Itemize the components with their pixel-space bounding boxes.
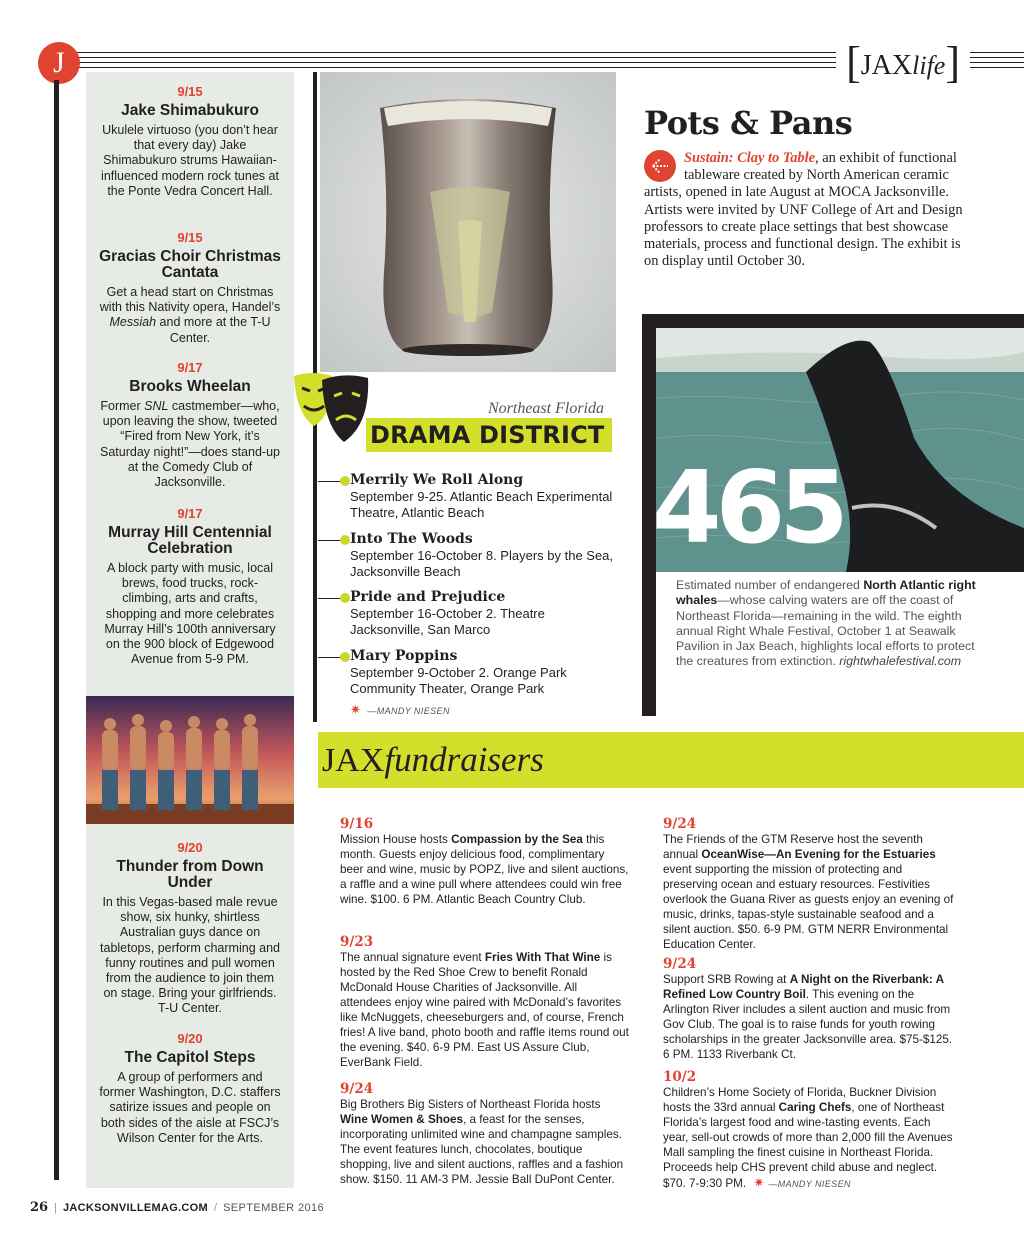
- event-date: 9/15: [177, 84, 203, 99]
- fundraiser-text: [663, 1085, 959, 1192]
- thunder-from-down-under-photo: [86, 696, 294, 824]
- credit-text: —MANDY NIESEN: [367, 706, 450, 716]
- star-icon: ✷: [350, 702, 362, 717]
- section-prefix: JAX: [860, 50, 913, 81]
- fundraiser-text: [663, 972, 959, 1062]
- exhibit-description: , an exhibit of functional tableware created by North American ceramic artists, opened in late August at MOCA Jacksonville. Artists were invited by UNF College of Art and Design professors to create place settings that best showcase materials, process and functional design. The exhibit is on display until October 30.: [644, 150, 963, 270]
- text-part: . This evening on the Arlington River includes a silent auction and music from Gov Club. The goal is to raise funds for youth rowing scholarships in the greater Jacksonville area. $75-$125. 6 PM. 1133 Riverbank Ct.: [663, 988, 953, 1061]
- footer-site[interactable]: JACKSONVILLEMAG.COM: [62, 1202, 208, 1214]
- fundraiser-text: [663, 832, 959, 952]
- title-prefix: JAX: [322, 742, 385, 779]
- fundraiser-text: [340, 1097, 630, 1187]
- show-info: September 16-October 8. Players by the Sea, Jacksonville Beach: [350, 548, 614, 580]
- fundraiser-date: 10/2: [663, 1069, 697, 1085]
- text-part: this month. Guests enjoy delicious food, complimentary beer and wine, music by POPZ, live and silent auctions, a raffle and a wine pull where attendees could win free wine. $100. 6 PM. Atlantic Beach Country Club.: [340, 833, 629, 906]
- event-desc: [86, 399, 294, 490]
- pots-and-pans-body: [644, 150, 974, 270]
- star-icon: ✷: [753, 1175, 765, 1190]
- desc-italic: Messiah: [109, 315, 157, 330]
- fundraiser-date: 9/16: [340, 816, 374, 832]
- event-murray-hill: [86, 506, 294, 667]
- event-name: Wine Women & Shoes: [340, 1113, 464, 1126]
- event-capitol-steps: [86, 1031, 294, 1146]
- text-part: The annual signature event: [340, 951, 485, 964]
- title-suffix: fundraisers: [384, 740, 544, 779]
- show-name: Mary Poppins: [350, 648, 458, 664]
- bracket-right: ]: [945, 38, 960, 87]
- text-part: , one of Northeast Florida’s largest food and wine-tasting events. Each year, sell-out crowds of more than 2,000 fill the Avenues Mall sampling the finest cuisine in Northeast Florida. Proceeds help CHS prevent child abuse and neglect. $70. 7-9:30 PM.: [663, 1101, 953, 1190]
- show-item: [340, 648, 620, 698]
- desc-part: Former: [100, 399, 145, 413]
- footer-issue: SEPTEMBER 2016: [223, 1202, 325, 1214]
- fundraisers-title: [322, 736, 544, 785]
- whale-caption: [656, 572, 1024, 716]
- event-name: Fries With That Wine: [484, 951, 601, 964]
- event-title: The Capitol Steps: [124, 1049, 256, 1066]
- event-desc: In this Vegas-based male revue show, six hunky, shirtless Australian guys dance on tabletops, perform charming and funny routines and pull women from the audience to join them on stage. Bring your girlfriends. T-U Center.: [100, 895, 280, 1016]
- exhibit-name: Sustain: Clay to Table: [684, 150, 816, 166]
- text-part: , a feast for the senses, incorporating unlimited wine and champagne samples. The event features lunch, chocolates, boutique shopping, live and silent auctions, raffles and a fashion show. $150. 11 AM-3 PM. Jessie Ball DuPont Center.: [340, 1113, 624, 1186]
- bullet-dot-icon: [340, 652, 350, 662]
- text-part: The Friends of the GTM Reserve host the seventh annual: [663, 833, 923, 861]
- event-date: 9/20: [177, 1031, 203, 1046]
- page-number: 26: [30, 1200, 49, 1215]
- fundraiser-date: 9/23: [340, 934, 374, 950]
- event-title: Jake Shimabukuro: [121, 102, 259, 119]
- section-suffix: life: [912, 51, 946, 80]
- fundraiser-item: [340, 816, 630, 907]
- desc-part: Get a head start on Christmas with this Nativity opera, Handel’s: [99, 285, 281, 315]
- text-part: Support SRB Rowing at: [663, 973, 790, 986]
- event-name: Caring Chefs: [778, 1101, 852, 1114]
- section-badge: J: [38, 42, 80, 84]
- desc-italic: SNL: [144, 399, 169, 413]
- connector-line: [318, 598, 342, 599]
- show-name: Merrily We Roll Along: [350, 472, 524, 488]
- text-part: Children’s Home Society of Florida, Buckner Division hosts the 33rd annual: [663, 1086, 937, 1114]
- theater-masks-icon: [292, 368, 372, 458]
- bullet-dot-icon: [340, 476, 350, 486]
- festival-link[interactable]: rightwhalefestival.com: [839, 654, 962, 669]
- connector-line: [318, 540, 342, 541]
- show-item: [340, 589, 620, 639]
- event-date: 9/17: [177, 360, 203, 375]
- fundraiser-item: [340, 934, 630, 1070]
- bullet-dot-icon: [340, 593, 350, 603]
- drama-district-title: DRAMA DISTRICT: [370, 421, 605, 449]
- text-part: Big Brothers Big Sisters of Northeast Florida hosts: [340, 1098, 601, 1111]
- show-info: September 9-October 2. Orange Park Community Theater, Orange Park: [350, 665, 567, 697]
- event-name: A Night on the Riverbank: A Refined Low Country Boil: [663, 973, 944, 1001]
- bracket-left: [: [846, 38, 861, 87]
- show-item: [340, 531, 620, 581]
- page-footer: [30, 1200, 324, 1215]
- show-name: Pride and Prejudice: [350, 589, 506, 605]
- fundraiser-item: [663, 956, 959, 1062]
- fundraiser-date: 9/24: [663, 956, 697, 972]
- fundraiser-item: [663, 1069, 959, 1192]
- event-date: 9/20: [177, 840, 203, 855]
- fundraiser-item: [340, 1081, 630, 1187]
- caption-part: Estimated number of endangered: [676, 578, 864, 592]
- fundraiser-date: 9/24: [340, 1081, 374, 1097]
- event-gracias-choir: [86, 230, 294, 346]
- connector-line: [318, 657, 342, 658]
- event-title: Thunder from Down Under: [116, 858, 264, 891]
- event-date: 9/17: [177, 506, 203, 521]
- event-brooks-wheelan: [86, 360, 294, 490]
- event-name: OceanWise—An Evening for the Estuaries: [701, 848, 936, 861]
- drama-credit: [350, 702, 450, 718]
- event-date: 9/15: [177, 230, 203, 245]
- event-desc: [86, 285, 294, 346]
- show-info: September 9-25. Atlantic Beach Experimental Theatre, Atlantic Beach: [350, 489, 613, 521]
- event-desc: A block party with music, local brews, food trucks, rock-climbing, arts and crafts, shopping and more celebrates Murray Hill’s 100th anniversary on the 900 block of Edgewood Avenue from 5-9 PM.: [104, 561, 276, 667]
- event-desc: Ukulele virtuoso (you don’t hear that every day) Jake Shimabukuro strums Hawaiian-influenced modern rock tunes at the Ponte Vedra Concert Hall.: [101, 123, 279, 198]
- bullet-dot-icon: [340, 535, 350, 545]
- desc-part: and more at the T-U Center.: [156, 315, 271, 345]
- caption-bold: North Atlantic right whales: [676, 578, 976, 608]
- footer-divider: |: [54, 1202, 57, 1214]
- text-part: event supporting the mission of protecting and preserving ocean and estuary resources. Festivities overlook the Guana River as guests enjoy an evening of music, drinks, tapas-style sustainable seafood and a silent auction. $50. 6-9 PM. GTM NERR Environmental Education Center.: [663, 863, 954, 951]
- event-title: Murray Hill Centennial Celebration: [108, 524, 272, 557]
- ceramic-vase-photo: [320, 72, 616, 372]
- section-label: [836, 36, 970, 87]
- drama-district-subtitle: Northeast Florida: [487, 400, 604, 417]
- event-jake-shimabukuro: [86, 84, 294, 199]
- whale-count: 465: [652, 449, 843, 566]
- event-name: Compassion by the Sea: [451, 833, 583, 846]
- show-name: Into The Woods: [350, 531, 473, 547]
- pots-and-pans-title: Pots & Pans: [644, 104, 853, 142]
- fundraiser-text: [340, 832, 630, 907]
- event-title: Brooks Wheelan: [129, 378, 251, 395]
- event-desc: A group of performers and former Washington, D.C. staffers satirize issues and people on both sides of the aisle at FSCJ’s Wilson Center for the Arts.: [99, 1070, 281, 1145]
- fundraiser-text: [340, 950, 630, 1070]
- show-info: September 16-October 2. Theatre Jacksonville, San Marco: [350, 606, 545, 638]
- caption-part: —whose calving waters are off the coast of Northeast Florida—remaining in the wild. The eighth annual Right Whale Festival, October 1 at Seawalk Pavilion in Jax Beach, highlights local efforts to protect the creatures from extinction.: [676, 593, 975, 669]
- connector-line: [318, 481, 342, 482]
- fundraiser-date: 9/24: [663, 816, 697, 832]
- fundraiser-credit: —MANDY NIESEN: [768, 1179, 851, 1189]
- desc-part: castmember—who, upon leaving the show, tweeted “Fired from New York, it’s Saturday night!”—does stand-up at the Comedy Club of Jacksonville.: [100, 399, 280, 490]
- text-part: is hosted by the Red Shoe Crew to benefit Ronald McDonald House Charities of Jacksonville. All attendees enjoy wine paired with McDonald’s favorites like McNuggets, cheeseburgers and, of course, French fries! A live band, photo booth and raffle items round out the evening. $40. 6-9 PM. East US Assure Club, EverBank Field.: [340, 951, 629, 1069]
- left-column-rule: [54, 80, 59, 1180]
- text-part: Mission House hosts: [340, 833, 452, 846]
- event-title: Gracias Choir Christmas Cantata: [99, 248, 281, 281]
- arrow-left-icon: [644, 150, 676, 182]
- footer-slash: /: [214, 1202, 218, 1214]
- fundraiser-item: [663, 816, 959, 952]
- show-item: [340, 472, 620, 522]
- event-thunder-from-down-under: [86, 840, 294, 1017]
